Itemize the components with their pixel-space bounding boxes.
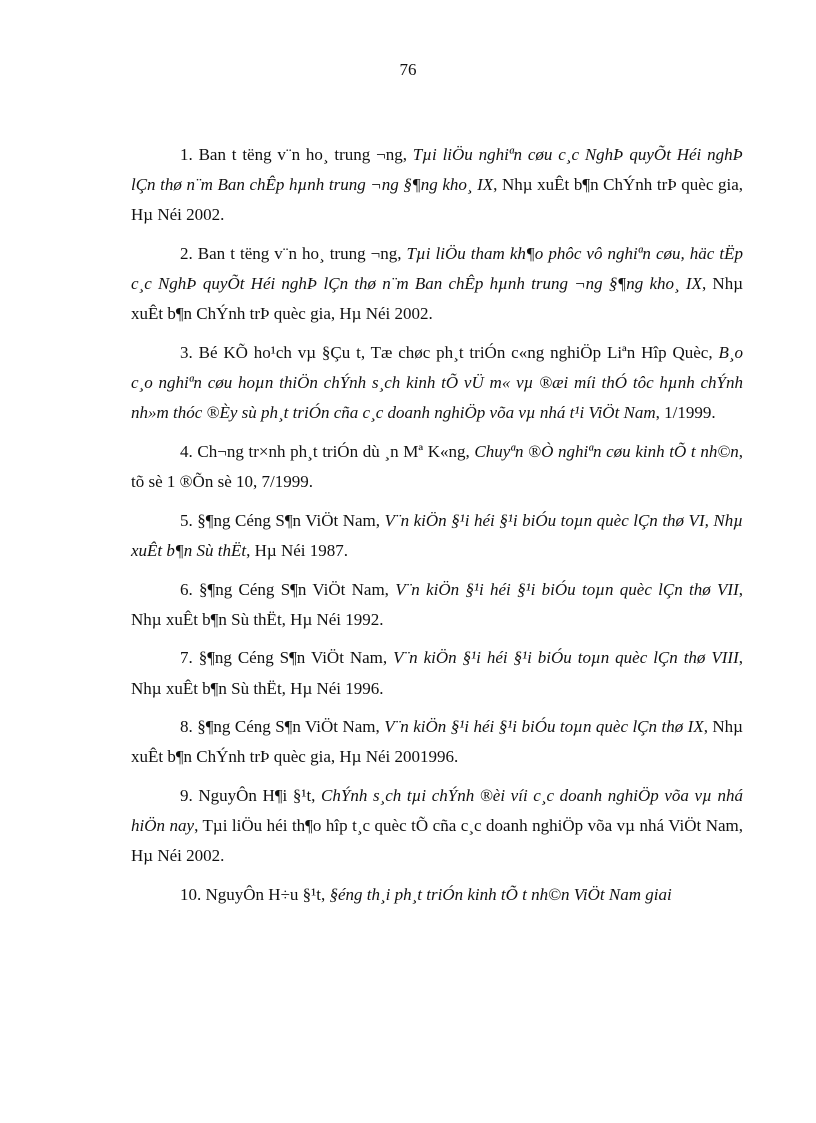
reference-item <box>131 437 743 497</box>
reference-item <box>131 712 743 772</box>
reference-item <box>131 239 743 330</box>
reference-lead: 1. Ban t tëng v¨n ho¸ trung ¬ng, <box>180 145 413 164</box>
reference-title: ChÝnh s¸ch tµi chÝnh ®èi víi c¸c doanh nghiÖp võa vµ nhá hiÖn nay <box>131 785 744 836</box>
reference-title: B¸o c¸o nghiªn cøu hoµn thiÖn chÝnh s¸ch kinh tÕ vÜ m« vµ ®æi míi thÓ tôc hµnh chÝnh nh»m thóc ®Èy sù ph¸t triÓn cña c¸c doanh nghiÖp võa vµ nhá t¹i ViÖt Nam <box>131 343 743 423</box>
reference-lead: 7. §¶ng Céng S¶n ViÖt Nam, <box>180 648 394 668</box>
reference-details: , Nhµ xuÊt b¶n Sù thËt, Hµ Néi 1996. <box>131 648 743 698</box>
reference-item <box>131 880 743 910</box>
reference-item <box>131 643 743 703</box>
reference-title: V¨n kiÖn §¹i héi §¹i biÓu toµn quèc lÇn thø VII <box>395 579 739 599</box>
reference-lead: 8. §¶ng Céng S¶n ViÖt Nam, <box>180 717 385 737</box>
reference-lead: 6. §¶ng Céng S¶n ViÖt Nam, <box>180 579 396 599</box>
reference-title: Tµi liÖu nghiªn cøu c¸c NghÞ quyÕt Héi nghÞ lÇn thø n¨m Ban chÊp hµnh trung ¬ng §¶ng kho¸ IX <box>131 145 743 195</box>
reference-list <box>131 140 743 919</box>
reference-details: , 1/1999. <box>655 403 716 423</box>
reference-title: V¨n kiÖn §¹i héi §¹i biÓu toµn quèc lÇn thø VI, Nhµ xuÊt b¶n Sù thËt <box>131 510 744 560</box>
reference-details: , Nhµ xuÊt b¶n ChÝnh trÞ quèc gia, Hµ Néi 2002. <box>131 175 743 225</box>
reference-details: , Nhµ xuÊt b¶n ChÝnh trÞ quèc gia, Hµ Néi 2001996. <box>131 717 743 767</box>
reference-details: , Hµ Néi 1987. <box>246 541 348 560</box>
reference-title: Tµi liÖu tham kh¶o phôc vô nghiªn cøu, häc tËp c¸c NghÞ quyÕt Héi nghÞ lÇn thø n¨m Ban chÊp hµnh trung ¬ng §¶ng kho¸ IX <box>131 244 743 294</box>
reference-item <box>131 575 743 635</box>
reference-lead: 4. Ch¬ng tr×nh ph¸t triÓn dù ¸n Mª K«ng, <box>180 442 475 461</box>
reference-lead: 10. NguyÔn H÷u §¹t, <box>180 884 330 904</box>
reference-item <box>131 338 743 429</box>
reference-details: , Tµi liÖu héi th¶o hîp t¸c quèc tÕ cña c¸c doanh nghiÖp võa vµ nhá ViÖt Nam, Hµ Néi 2002. <box>131 816 744 866</box>
reference-title: Chuyªn ®Ò nghiªn cøu kinh tÕ t nh©n <box>474 442 739 461</box>
reference-title: §éng th¸i ph¸t triÓn kinh tÕ t nh©n ViÖt Nam giai <box>329 884 672 904</box>
reference-lead: 5. §¶ng Céng S¶n ViÖt Nam, <box>180 510 385 530</box>
reference-details: , Nhµ xuÊt b¶n Sù thËt, Hµ Néi 1992. <box>131 579 743 629</box>
reference-title: V¨n kiÖn §¹i héi §¹i biÓu toµn quèc lÇn thø IX <box>384 717 704 737</box>
reference-item <box>131 140 743 231</box>
reference-lead: 3. Bé KÕ ho¹ch vµ §Çu t, Tæ chøc ph¸t triÓn c«ng nghiÖp Liªn Hîp Quèc, <box>180 343 719 362</box>
page-number: 76 <box>399 60 417 79</box>
reference-details: , tõ sè 1 ®Õn sè 10, 7/1999. <box>131 442 743 492</box>
reference-title: V¨n kiÖn §¹i héi §¹i biÓu toµn quèc lÇn thø VIII <box>393 648 739 668</box>
reference-item <box>131 506 743 566</box>
reference-item <box>131 781 743 872</box>
reference-lead: 9. NguyÔn H¶i §¹t, <box>180 785 322 805</box>
reference-lead: 2. Ban t tëng v¨n ho¸ trung ¬ng, <box>180 244 407 263</box>
reference-details: , Nhµ xuÊt b¶n ChÝnh trÞ quèc gia, Hµ Néi 2002. <box>131 274 743 324</box>
